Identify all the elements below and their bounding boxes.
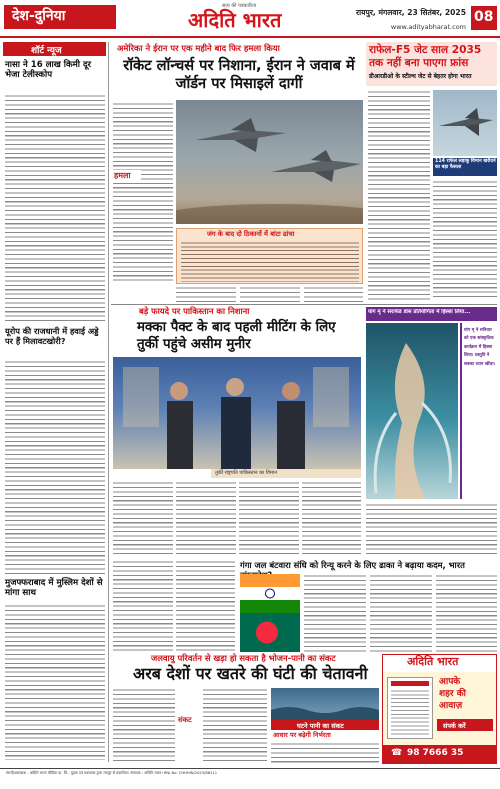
ad-title: अदिति भारत [407,655,459,668]
meeting-illustration [113,357,361,469]
page-number [471,6,497,30]
ganga-story [238,560,497,652]
left-column [3,42,106,762]
lead-infobox [176,228,363,284]
lead-headline: रॉकेट लॉन्चर्स पर निशाना, ईरान ने जवाब में जॉर्डन पर मिसाइलें दागीं [123,57,355,92]
ad-cta-label: संपर्क करें [443,722,466,730]
lead-story [111,42,363,302]
dancer-photo [366,323,458,499]
india-bangladesh-flags [240,574,300,652]
infobox-text [181,241,359,282]
lead-body-col [304,286,363,302]
bottom-kicker: जलवायु परिवर्तन से खड़ा हो सकता है भोजन-पानी का संकट [151,653,336,663]
rafale-headline: राफेल-F5 जेट साल 2035 तक नहीं बना पाएगा फ्रांस [369,44,482,69]
yoga-headline: यांग मृ ने सराफेड डांस प्रतियोगिता में हिस्सा लिया... [368,309,471,315]
news-item-title: मुजफ्फराबाद में मुस्लिम देशों से मांगा साथ [5,578,103,598]
water-photo [271,688,379,720]
yoga-story [366,307,497,557]
water-label-box [271,720,379,730]
infobox-title: जंग के बाद दो ठिकानों में बांटा ढांचा [207,230,295,238]
lead-dateline-tag [113,170,141,181]
rafale-caption-box [433,158,497,176]
ganga-body-col [304,574,366,652]
news-item-title: नासा ने 16 लाख किमी दूर भेजा टेलीस्कोप [5,60,92,80]
pak-story [111,307,363,557]
ad-title-bar [383,655,496,672]
yoga-body-col [366,503,497,557]
rafale-photo [433,90,497,156]
news-item-body [5,604,105,760]
water-illustration [271,688,379,720]
right-top-story [366,42,497,302]
pak-continued-col [176,560,235,652]
rafale-jet-illustration [433,90,497,156]
pak-caption: तुर्की राष्ट्रपति पाकिस्तान का विमान [215,470,277,476]
yoga-head-bar [366,307,497,321]
pak-body-col [302,481,361,557]
pak-body-col [239,481,299,557]
news-item-body [5,360,105,574]
pak-body-col [176,481,236,557]
rafale-sub: डीआरडीओ के स्टील्थ जेट से बेहतर होगा भारत [369,73,472,80]
imprint-line: स्वामी/प्रकाशक : अदिति भारत मीडिया प्रा. लि., मुद्रक एवं प्रकाशक द्वारा रायपुर से प्रकाशित। संपादक : अदिति भारत। RNI No. CHHHIN/2023/88111 [6,771,218,775]
section-title: देश-दुनिया [12,8,66,24]
ganga-headline: गंगा जल बंटवारा संधि को रिन्यू करने के लिए ढाका ने बढ़ाया कदम, भारत [240,560,465,570]
rafale-body-col [368,90,430,300]
column-divider [108,42,109,762]
flags-photo [240,574,300,652]
ad-line: आवाज़ [439,701,463,711]
pak-headline: मक्का पैक्ट के बाद पहली मीटिंग के लिए तुर्की पहुंचे असीम मुनीर [137,320,336,352]
pak-meeting-photo [113,357,361,469]
pak-kicker: बड़े फायदे पर पाकिस्तान का निशाना [139,306,250,316]
section-tag [4,5,116,29]
dateline: रायपुर, मंगलवार, 23 सितंबर, 2025 [356,8,466,17]
lead-body-col [113,102,173,284]
section-rule [111,304,497,305]
brand-name: अदिति भारत [188,8,282,32]
brand-tag: सत्य की पत्रकारिता [222,3,257,9]
news-item-title: यूरोप की राजधानी में हवाई अड्डे पर हैं मिलावटखोरी? [5,326,99,346]
bottom-sub-tag [177,716,201,726]
news-item-body [5,94,105,322]
bottom-body-col [113,688,175,764]
rafale-body-col [433,180,497,300]
short-news-banner [3,42,106,56]
yoga-side-panel [460,323,497,499]
ad-cta-button [437,719,493,731]
bottom-body-col [271,742,379,764]
lead-dateline-text: हमला [114,171,131,180]
rafale-caption: 114 राफेल लड़ाकू विमान खरीदने का बड़ा फैसला [435,159,496,170]
pak-continued-col [113,560,173,652]
ad-paper-illustration [387,677,433,739]
ad-phone: 98 7666 35 [407,748,464,758]
masthead [0,0,500,38]
water-label: घटने पानी का संकट [297,722,344,730]
masthead-rule [0,36,500,38]
ad-line: आपके [439,677,461,687]
phone-icon: ☎ [391,748,403,758]
brand-logo [178,3,328,35]
bottom-story [111,654,379,764]
advertisement [382,654,497,764]
bottom-body-col [203,688,267,764]
ad-line: शहर की [439,689,466,699]
short-news-label: शॉर्ट न्यूज [31,46,62,56]
ganga-body-col [370,574,432,652]
bottom-headline: अरब देशों पर खतरे की घंटी की चेतावनी [133,664,368,683]
fighter-jets-photo [176,100,363,224]
ad-phone-bar [383,745,496,763]
yoga-side-text: यांग मृ ने शनिवार को एक सांस्कृतिक कार्यक्रम में हिस्सा लिया। प्रस्तुति ने सबका ध्यान खींचा। [464,328,496,367]
website: www.adityabharat.com [390,23,466,31]
page-number-text: 08 [474,9,494,25]
ganga-body-col [436,574,497,652]
pak-caption-box [211,469,361,478]
bottom-sub-label: संकट [178,716,192,724]
pak-body-col [113,481,173,557]
footer-rule [0,768,500,769]
dancer-illustration [366,323,458,499]
lead-kicker: अमेरिका ने ईरान पर एक महीने बाद फिर हमला किया [117,43,280,53]
lead-body-col [240,286,300,302]
box2-title: आधार पर बढ़ेगी निर्भरता [273,731,331,739]
jets-illustration [176,100,363,224]
lead-body-col [176,286,236,302]
